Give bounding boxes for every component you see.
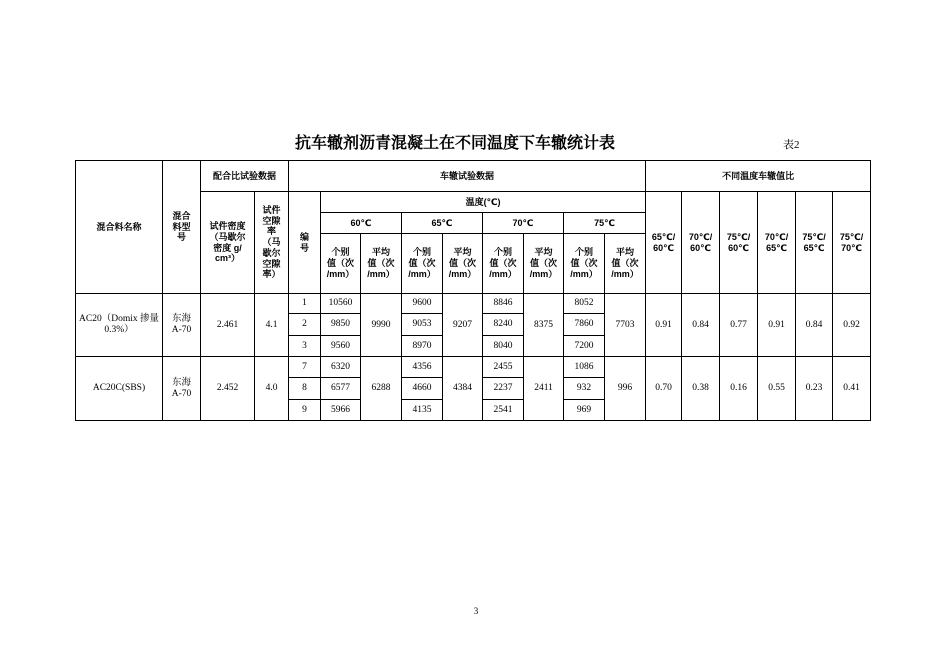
- mix-name-cell: AC20C(SBS): [76, 357, 163, 421]
- header-rut-test: 车辙试验数据: [289, 161, 646, 192]
- specimen-no-cell: 3: [289, 336, 321, 357]
- density-cell: 2.452: [201, 357, 255, 421]
- ratio-70-60-cell: 0.38: [682, 357, 720, 421]
- individual-value-70: 2455: [483, 357, 524, 378]
- void-ratio-cell: 4.1: [255, 294, 289, 357]
- header-average-75: 平均 值（次 /mm）: [605, 234, 646, 294]
- header-mix-type: 混合 料型 号: [163, 161, 201, 294]
- individual-value-70: 8040: [483, 336, 524, 357]
- specimen-no-cell: 1: [289, 294, 321, 314]
- header-ratio-70-65: 70℃/ 65℃: [758, 192, 796, 294]
- header-ratio-65-60: 65℃/ 60℃: [646, 192, 682, 294]
- individual-value-65: 4135: [402, 400, 443, 421]
- header-individual-65: 个别 值（次 /mm）: [402, 234, 443, 294]
- individual-value-60: 9560: [321, 336, 361, 357]
- rutting-statistics-table: [75, 160, 871, 421]
- individual-value-75: 969: [564, 400, 605, 421]
- mix-name-cell: AC20（Domix 掺量 0.3%）: [76, 294, 163, 357]
- individual-value-60: 9850: [321, 314, 361, 336]
- individual-value-60: 5966: [321, 400, 361, 421]
- header-temp-60: 60℃: [321, 213, 402, 234]
- header-mix-design: 配合比试验数据: [201, 161, 289, 192]
- individual-value-65: 8970: [402, 336, 443, 357]
- table-row: [76, 357, 871, 378]
- individual-value-65: 9053: [402, 314, 443, 336]
- header-average-65: 平均 值（次 /mm）: [443, 234, 483, 294]
- individual-value-75: 7860: [564, 314, 605, 336]
- average-value-65: 9207: [443, 294, 483, 357]
- header-temperature: 温度(℃): [321, 192, 646, 213]
- individual-value-75: 8052: [564, 294, 605, 314]
- individual-value-70: 2237: [483, 378, 524, 400]
- average-value-60: 6288: [361, 357, 402, 421]
- header-average-60: 平均 值（次 /mm）: [361, 234, 402, 294]
- header-temp-75: 75℃: [564, 213, 646, 234]
- specimen-no-cell: 7: [289, 357, 321, 378]
- ratio-75-70-cell: 0.92: [833, 294, 871, 357]
- header-ratio-75-65: 75℃/ 65℃: [796, 192, 833, 294]
- individual-value-75: 932: [564, 378, 605, 400]
- average-value-65: 4384: [443, 357, 483, 421]
- ratio-65-60-cell: 0.91: [646, 294, 682, 357]
- average-value-75: 7703: [605, 294, 646, 357]
- table-row: [76, 294, 871, 314]
- ratio-75-65-cell: 0.84: [796, 294, 833, 357]
- specimen-no-cell: 2: [289, 314, 321, 336]
- individual-value-70: 2541: [483, 400, 524, 421]
- header-row: [76, 161, 871, 192]
- header-average-70: 平均 值（次 /mm）: [524, 234, 564, 294]
- ratio-70-65-cell: 0.91: [758, 294, 796, 357]
- individual-value-70: 8240: [483, 314, 524, 336]
- page-number: 3: [473, 606, 479, 616]
- average-value-70: 8375: [524, 294, 564, 357]
- header-ratio-group: 不同温度车辙值比: [646, 161, 871, 192]
- document-title: 抗车辙剂沥青混凝土在不同温度下车辙统计表: [294, 135, 615, 152]
- individual-value-65: 9600: [402, 294, 443, 314]
- ratio-75-60-cell: 0.77: [720, 294, 758, 357]
- ratio-70-65-cell: 0.55: [758, 357, 796, 421]
- individual-value-75: 7200: [564, 336, 605, 357]
- header-temp-70: 70℃: [483, 213, 564, 234]
- header-temp-65: 65℃: [402, 213, 483, 234]
- header-individual-60: 个别 值（次 /mm）: [321, 234, 361, 294]
- individual-value-65: 4660: [402, 378, 443, 400]
- average-value-75: 996: [605, 357, 646, 421]
- void-ratio-cell: 4.0: [255, 357, 289, 421]
- header-specimen-no: 编 号: [289, 192, 321, 294]
- ratio-65-60-cell: 0.70: [646, 357, 682, 421]
- specimen-no-cell: 9: [289, 400, 321, 421]
- density-cell: 2.461: [201, 294, 255, 357]
- individual-value-60: 6577: [321, 378, 361, 400]
- individual-value-75: 1086: [564, 357, 605, 378]
- individual-value-65: 4356: [402, 357, 443, 378]
- header-ratio-75-60: 75℃/ 60℃: [720, 192, 758, 294]
- mix-type-cell: 东海 A-70: [163, 294, 201, 357]
- individual-value-70: 8846: [483, 294, 524, 314]
- table-label: 表2: [783, 139, 800, 151]
- header-ratio-70-60: 70℃/ 60℃: [682, 192, 720, 294]
- header-density: 试件密度 （马歇尔 密度 g/ cm³）: [201, 192, 255, 294]
- header-mix-name: 混合料名称: [76, 161, 163, 294]
- specimen-no-cell: 8: [289, 378, 321, 400]
- average-value-70: 2411: [524, 357, 564, 421]
- average-value-60: 9990: [361, 294, 402, 357]
- individual-value-60: 6320: [321, 357, 361, 378]
- header-individual-70: 个别 值（次 /mm）: [483, 234, 524, 294]
- header-individual-75: 个别 值（次 /mm）: [564, 234, 605, 294]
- header-void-ratio: 试件 空隙 率 （马 歇尔 空隙 率）: [255, 192, 289, 294]
- ratio-70-60-cell: 0.84: [682, 294, 720, 357]
- ratio-75-65-cell: 0.23: [796, 357, 833, 421]
- mix-type-cell: 东海 A-70: [163, 357, 201, 421]
- header-ratio-75-70: 75℃/ 70℃: [833, 192, 871, 294]
- individual-value-60: 10560: [321, 294, 361, 314]
- ratio-75-60-cell: 0.16: [720, 357, 758, 421]
- ratio-75-70-cell: 0.41: [833, 357, 871, 421]
